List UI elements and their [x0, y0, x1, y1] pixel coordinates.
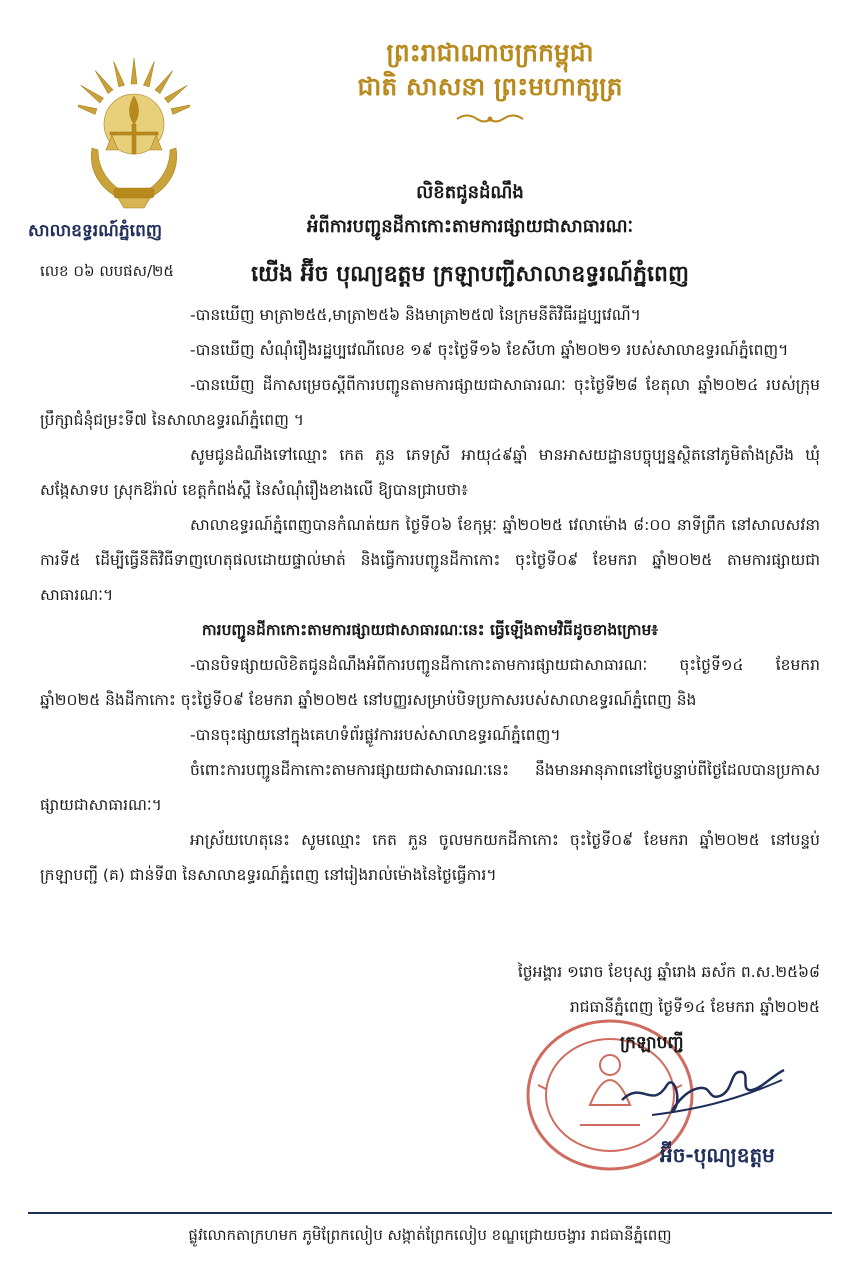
court-name: សាលាឧទ្ធរណ៍ភ្នំពេញ [28, 221, 163, 241]
document-subtitle: អំពីការបញ្ជូនដីកាកោះតាមការផ្សាយជាសាធារណៈ [306, 216, 634, 237]
paragraph: សាលាឧទ្ធរណ៍ភ្នំពេញបានកំណត់យក ថ្ងៃទី០៦ ខែកុម្ភៈ ឆ្នាំ២០២៥ វេលាម៉ោង ៨:០០ នាទីព្រឹក នៅសាលសវនាការទី៥ ដើម្បីធ្វើនីតិវិធីទាញហេតុផលដោយផ្ទាល់មាត់ និងធ្វើការបញ្ជូនដីកាកោះ ចុះថ្ងៃទី០៩ ខែមករា ឆ្នាំ២០២៥ តាមការផ្សាយជាសាធារណៈ។ [40, 516, 820, 604]
paragraph: សូមជូនដំណឹងទៅឈ្មោះ កេត ភួន ភេទស្រី អាយុ៤៩ឆ្នាំ មានអាសយដ្ឋានបច្ចុប្បន្នស្ថិតនៅភូមិតាំងស្រឹង ឃុំសង្កែសាទប ស្រុកឱរ៉ាល់ ខេត្តកំពង់ស្ពឺ នៃសំណុំរឿងខាងលើ ឱ្យបានជ្រាបថា៖ [40, 446, 820, 499]
document-body [40, 298, 820, 893]
document-title: លិខិតជូនដំណឹង [416, 182, 524, 203]
issuer-line: យើង អ៊ីច បុណ្យឧត្តម ក្រឡាបញ្ជីសាលាឧទ្ធរណ៍ភ្នំពេញ [251, 262, 689, 287]
paragraph: -បានបិទផ្សាយលិខិតជូនដំណឹងអំពីការបញ្ជូនដីកាកោះតាមការផ្សាយជាសាធារណៈ ចុះថ្ងៃទី១៤ ខែមករា ឆ្នាំ២០២៥ និងដីកាកោះ ចុះថ្ងៃទី០៩ ខែមករា ឆ្នាំ២០២៥ នៅបញ្ញរសម្រាប់បិទប្រកាសរបស់សាលាឧទ្ធរណ៍ភ្នំពេញ និង [40, 656, 820, 709]
solar-date: រាជធានីភ្នំពេញ ថ្ងៃទី១៤ ខែមករា ឆ្នាំ២០២៥ [569, 998, 820, 1016]
lunar-date: ថ្ងៃអង្គារ ១រោច ខែបុស្ស ឆ្នាំរោង ឆស័ក ព.ស.២៥៦៨ [517, 963, 820, 981]
paragraph: អាស្រ័យហេតុនេះ សូមឈ្មោះ កេត ភួន ចូលមកយកដីកាកោះ ចុះថ្ងៃទី០៩ ខែមករា ឆ្នាំ២០២៥ នៅបន្ទប់ក្រឡាបញ្ជី (គ) ជាន់ទី៣ នៃសាលាឧទ្ធរណ៍ភ្នំពេញ នៅរៀងរាល់ម៉ោងនៃថ្ងៃធ្វើការ។ [40, 831, 820, 884]
reference-number: លេខ ០៦ លបផស/២៥ [40, 262, 174, 280]
paragraph: ចំពោះការបញ្ជូនដីកាកោះតាមការផ្សាយជាសាធារណៈនេះ នឹងមានអានុភាពនៅថ្ងៃបន្ទាប់ពីថ្ងៃដែលបានប្រកាសផ្សាយជាសាធារណៈ។ [40, 761, 820, 814]
ornament-divider-icon [455, 112, 525, 126]
national-motto: ជាតិ សាសនា ព្រះមហាក្សត្រ [357, 72, 623, 101]
paragraph: ការបញ្ជូនដីកាកោះតាមការផ្សាយជាសាធារណៈនេះ ធ្វើឡើងតាមវិធីដូចខាងក្រោម៖ [201, 621, 659, 639]
footer-address: ផ្លូវលោកតាក្រហមក ភូមិព្រែកលៀប សង្កាត់ព្រែកលៀប ខណ្ឌជ្រោយចង្វារ រាជធានីភ្នំពេញ [188, 1226, 672, 1244]
signatory-name: អ៊ីច-បុណ្យឧត្តម [660, 1143, 775, 1167]
kingdom-title: ព្រះរាជាណាចក្រកម្ពុជា [386, 38, 594, 67]
paragraph: -បានឃើញ ដីកាសម្រេចស្តីពីការបញ្ជូនតាមការផ្សាយជាសាធារណៈ ចុះថ្ងៃទី២៨ ខែតុលា ឆ្នាំ២០២៤ របស់ក្រុមប្រឹក្សាជំនុំជម្រះទី៧ នៃសាលាឧទ្ធរណ៍ភ្នំពេញ ។ [40, 376, 820, 429]
signatory-role: ក្រឡាបញ្ជី [620, 1033, 684, 1053]
footer-divider [28, 1212, 832, 1214]
paragraph: -បានឃើញ សំណុំរឿងរដ្ឋប្បវេណីលេខ ១៩ ចុះថ្ងៃទី១៦ ខែសីហា ឆ្នាំ២០២១ របស់សាលាឧទ្ធរណ៍ភ្នំពេញ។ [190, 341, 789, 359]
handwritten-signature-icon [612, 1040, 792, 1140]
paragraph: -បានចុះផ្សាយនៅក្នុងគេហទំព័រផ្លូវការរបស់សាលាឧទ្ធរណ៍ភ្នំពេញ។ [190, 726, 561, 744]
paragraph: -បានឃើញ មាត្រា២៥៥,មាត្រា២៥៦ និងមាត្រា២៥៧ នៃក្រមនីតិវិធីរដ្ឋប្បវេណី។ [190, 306, 641, 324]
